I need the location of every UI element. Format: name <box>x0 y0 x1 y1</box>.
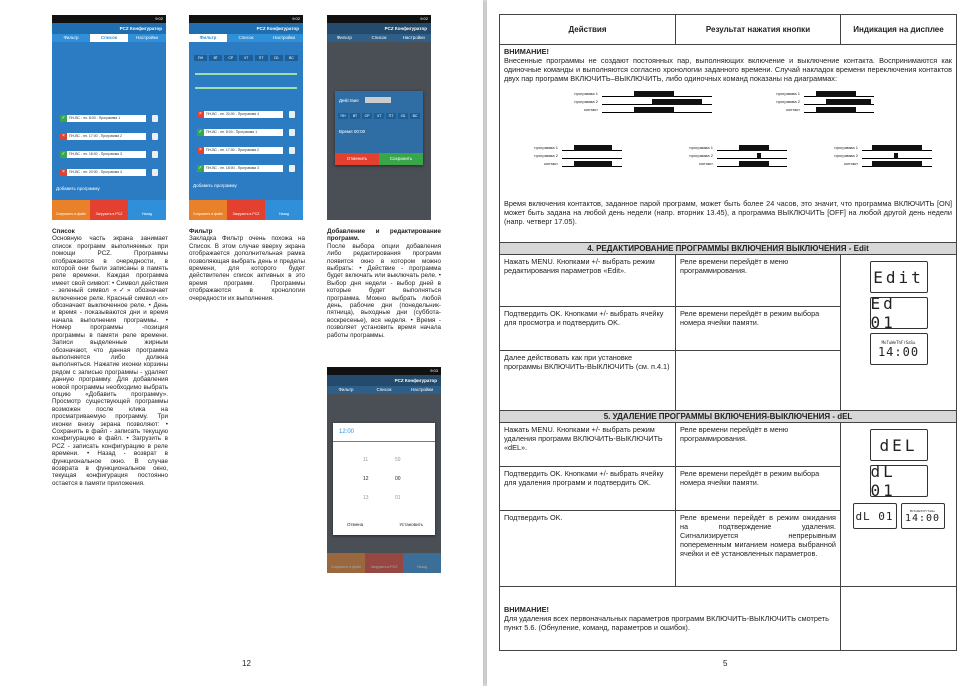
col-header-actions: Действия <box>500 15 676 45</box>
lcd-display: MoTuWeThFrSaSu 14:00 <box>901 503 945 529</box>
trash-icon[interactable] <box>289 111 295 118</box>
trash-icon[interactable] <box>152 151 158 158</box>
status-bar: 9:02 <box>52 15 166 23</box>
tab-list[interactable]: Список <box>371 35 387 40</box>
s5-action-1: Нажать MENU. Кнопками +/- выбрать режим удаления программ ВКЛЮЧИТЬ-ВЫКЛЮЧИТЬ «dEL». <box>500 423 676 467</box>
tab-filter[interactable]: Фильтр <box>338 387 354 392</box>
cancel-button[interactable]: Отменить <box>335 153 379 165</box>
tabs <box>189 34 303 42</box>
action-select[interactable] <box>365 97 391 103</box>
trash-icon[interactable] <box>152 169 158 176</box>
s4-display-cell <box>841 255 957 411</box>
right-page <box>487 0 970 686</box>
left-page <box>0 0 483 686</box>
warning-text: Внесенные программы не создают постоянных пар, выполняющих включение и выключение контакта. Воспринимаются как одиночные команды и выполняются согласно хронологии заданного времени. Случай накладок времени переключения контактов двух пар программ ВКЛЮЧИТЬ–ВЫКЛЮЧИТЬ, либо одиночных команд показаны на диаграммах: <box>504 56 952 83</box>
picker-cancel-button[interactable]: Отмена <box>347 522 364 527</box>
tab-list[interactable]: Список <box>376 387 392 392</box>
tab-settings[interactable]: Настройки <box>402 35 425 40</box>
warning-box <box>500 45 957 243</box>
time-label: Время 00:00 <box>339 129 366 134</box>
app-title: PCZ Конфигуратор <box>327 23 431 34</box>
program-row[interactable]: × ПН-ВС - пн. 20:00 - Программа 4 <box>60 169 146 176</box>
warning-text-2: Время включения контактов, заданное парой программ, может быть более 24 часов, это значит, что программа ВКЛЮЧИТЬ [ON] может быть задана на любой день недели (напр. вторник 13.45), а программа ВЫКЛЮЧИТЬ [OFF] на любой другой день недели (напр. четверг 17.05). <box>504 199 952 226</box>
check-icon: ✓ <box>198 129 203 135</box>
trash-icon[interactable] <box>152 115 158 122</box>
timing-diagram: программа 1 программа 2 контакт <box>524 145 674 195</box>
picker-set-button[interactable]: Установить <box>399 522 423 527</box>
s5-result-1: Реле времени перейдёт в меню программирования. <box>676 423 841 467</box>
time-picker-dialog: 12:00 11 59 12 00 13 01 Отмена Установить <box>333 423 435 535</box>
tab-filter[interactable]: Фильтр <box>189 34 227 42</box>
warning-text-3: Для удаления всех первоначальных параметров программ ВКЛЮЧИТЬ-ВЫКЛЮЧИТЬ смотреть пункт 5.6. (Обнуление, команд, параметров и ошибок). <box>504 614 829 632</box>
phone-edit-screen <box>327 15 431 220</box>
cross-icon: × <box>60 133 67 140</box>
lcd-blink-pair <box>845 501 952 531</box>
add-program-button[interactable]: Добавить программу <box>193 183 237 188</box>
s5-action-2: Подтвердить OK. Кнопками +/- выбрать ячейку для удаления программ и подтвердить OK. <box>500 467 676 511</box>
tab-settings[interactable]: Настройки <box>410 387 434 392</box>
tabs <box>52 34 166 42</box>
status-bar: 9:02 <box>327 15 431 23</box>
program-row[interactable]: ✓ ПН-ВС - пн. 8:00 - Программа 1 <box>197 129 283 136</box>
save-file-button[interactable]: Сохранить в файл <box>327 553 365 573</box>
tab-settings[interactable]: Настройки <box>135 35 159 40</box>
day-selector[interactable]: ПН ВТ СР ЧТ ПТ СБ ВС <box>193 55 299 61</box>
filter-description: Фильтр Закладка Фильтр очень похожа на Список. В этом случае вверху экрана отображается дополнительная рамка позволяющая выбрать день и пределы времени, для которого будет действителен список активных в это время программ. Программы отображаются в хронологии очередности их выполнения. <box>189 228 305 302</box>
s5-display-cell <box>841 423 957 587</box>
check-icon: ✓ <box>61 151 66 157</box>
list-description: Список Основную часть экрана занимает список программ выполняемых при помощи PCZ. Программы отображаются в очередности, в которой они были записаны в память реле времени. Каждая программа имеет свой символ: • Символ действия - зеленый символ «✓» обозначает включенное реле. Красный символ «х» обозначает выключенное реле. • День и время - показываются дни и время начала выполнения программы. • Номер программы -позиция программы в памяти реле времени. Записи выделенные жирным обозначают, что данная программа выполняется либо должна выполняться. Нажатие иконки корзины рядом с записью программы - удаляет данную программу. Для добавления новой программы необходимо выбрать опцию «Добавить программу». Просмотр существующей программы возможен после клика на просматриваемую программу. Три иконки внизу экрана позволяют: • Сохранить в файл - записать текущую конфигурацию в файл. • Загрузить в PCZ - записать конфигурацию в реле времени. • Назад - возврат в функциональное окно. В случае возврата в функциональное окно, текущая конфигурация постоянно остается в памяти приложения. <box>52 228 168 487</box>
tab-list[interactable]: Список <box>238 35 254 40</box>
app-title: PCZ Конфигуратор <box>327 375 441 386</box>
phone-time-picker-screen <box>327 367 441 573</box>
trash-icon[interactable] <box>289 129 295 136</box>
tabs <box>327 34 431 42</box>
day-selector[interactable]: ПН ВТ СР ЧТ ПТ СБ ВС <box>337 113 421 119</box>
check-icon: ✓ <box>61 115 66 121</box>
col-header-result: Результат нажатия кнопки <box>676 15 841 45</box>
cross-icon: × <box>197 111 204 118</box>
bottom-bar <box>189 200 303 220</box>
save-file-button[interactable]: Сохранить в файл <box>52 200 90 220</box>
timing-diagram: программа 1 программа 2 контакт <box>766 91 916 141</box>
tab-filter[interactable]: Фильтр <box>63 35 79 40</box>
col-header-display: Индикация на дисплее <box>841 15 957 45</box>
hour-wheel[interactable]: 12 <box>363 476 369 482</box>
trash-icon[interactable] <box>289 147 295 154</box>
program-row[interactable]: ✓ ПН-ВС - пн. 18:00 - Программа 3 <box>197 165 283 172</box>
timing-diagram: программа 1 программа 2 контакт <box>564 91 714 141</box>
timing-diagrams <box>504 83 952 199</box>
program-row[interactable]: × ПН-ВС - пн. 20:00 - Программа 4 <box>197 111 283 118</box>
program-row[interactable]: × ПН-ВС - пн. 17:00 - Программа 2 <box>60 133 146 140</box>
cross-icon: × <box>197 147 204 154</box>
warning-title-2: ВНИМАНИЕ! <box>504 605 549 614</box>
lcd-display: Edit <box>870 261 928 293</box>
s4-result-2: Реле времени перейдёт в режим выбора номера ячейки памяти. <box>676 307 841 351</box>
add-edit-description: Добавление и редактирование программ. После выбора опции добавления либо редактирования программ появится окно в котором можно выбрать: • Действие - программа будет включать или выключать реле. • Выбор дня недели - выбор дней в которые будет выполняться программа. Можно выбрать любой день, рабочие дни (понедельник-пятница), выходные дни (суббота-воскресенье), вся неделя. • Время - позволяет установить время начала работы программы. <box>327 228 441 339</box>
back-button[interactable]: Назад <box>265 200 303 220</box>
cross-icon: × <box>60 169 67 176</box>
trash-icon[interactable] <box>152 133 158 140</box>
action-label: Действие <box>339 98 359 103</box>
bottom-bar <box>52 200 166 220</box>
section-4-title: 4. РЕДАКТИРОВАНИЕ ПРОГРАММЫ ВКЛЮЧЕНИЯ ВЫКЛЮЧЕНИЯ - Edit <box>500 243 957 255</box>
timing-diagram: программа 1 программа 2 контакт <box>824 145 970 195</box>
lcd-display: MoTuWeThFrSaSu 14:00 <box>870 333 928 365</box>
s4-action-1: Нажать MENU. Кнопками +/- выбрать режим редактирования параметров «Edit». <box>500 255 676 307</box>
page-number: 5 <box>723 659 728 668</box>
timing-diagram: программа 1 программа 2 контакт <box>679 145 829 195</box>
back-button[interactable]: Назад <box>128 200 166 220</box>
s4-action-3: Далее действовать как при установке программы ВКЛЮЧИТЬ-ВЫКЛЮЧИТЬ (см. п.4.1) <box>500 351 676 411</box>
phone-filter-screen <box>189 15 303 220</box>
s4-result-1: Реле времени перейдёт в меню программирования. <box>676 255 841 307</box>
warning-title: ВНИМАНИЕ! <box>504 47 549 56</box>
program-row[interactable]: × ПН-ВС - пн. 17:00 - Программа 2 <box>197 147 283 154</box>
tabs <box>327 386 441 394</box>
warning-box-2 <box>500 587 841 651</box>
lcd-display: Ed 01 <box>870 297 928 329</box>
check-icon: ✓ <box>198 165 203 171</box>
picker-time: 12:00 <box>333 423 435 442</box>
s4-result-3 <box>676 351 841 411</box>
lcd-display: dEL <box>870 429 928 461</box>
trash-icon[interactable] <box>289 165 295 172</box>
status-bar: 9:02 <box>189 15 303 23</box>
tab-filter[interactable]: Фильтр <box>336 35 352 40</box>
lcd-display: dL 01 <box>870 465 928 497</box>
upload-pcz-button[interactable]: Загрузить в PCZ <box>365 553 403 573</box>
s5-result-3: Реле времени перейдёт в режим ожидания на подтверждение удаления. Сигнализируется непрерывным попеременным миганием номера выбранной ячейки и её установленных параметров. <box>676 511 841 587</box>
status-bar: 9:03 <box>327 367 441 375</box>
s4-action-2: Подтвердить OK. Кнопками +/- выбрать ячейку для просмотра и подтвердить OK. <box>500 307 676 351</box>
program-row[interactable]: ✓ ПН-ВС - пн. 18:00 - Программа 3 <box>60 151 146 158</box>
app-title: PCZ Конфигуратор <box>189 23 303 34</box>
tab-list[interactable]: Список <box>90 34 128 42</box>
save-button[interactable]: Сохранить <box>379 153 423 165</box>
edit-dialog <box>335 91 423 165</box>
program-row[interactable]: ✓ ПН-ВС - пн. 8:00 - Программа 1 <box>60 115 146 122</box>
app-title: PCZ Конфигуратор <box>52 23 166 34</box>
upload-pcz-button[interactable]: Загрузить в PCZ <box>227 200 265 220</box>
add-program-button[interactable]: Добавить программу <box>56 186 100 191</box>
tab-settings[interactable]: Настройки <box>272 35 296 40</box>
section-5-title: 5. УДАЛЕНИЕ ПРОГРАММЫ ВКЛЮЧЕНИЯ-ВЫКЛЮЧЕНИЯ - dEL <box>500 411 957 423</box>
instruction-table <box>499 14 957 651</box>
s5-result-2: Реле времени перейдёт в режим выбора номера ячейки памяти. <box>676 467 841 511</box>
phone-list-screen <box>52 15 166 220</box>
upload-pcz-button[interactable]: Загрузить в PCZ <box>90 200 128 220</box>
time-range-slider[interactable] <box>195 87 297 89</box>
lcd-display: dL 01 <box>853 503 897 529</box>
time-range-slider[interactable] <box>195 73 297 75</box>
back-button[interactable]: Назад <box>403 553 441 573</box>
save-file-button[interactable]: Сохранить в файл <box>189 200 227 220</box>
page-number: 12 <box>242 659 251 668</box>
bottom-bar <box>327 553 441 573</box>
s5-action-3: Подтвердить OK. <box>500 511 676 587</box>
minute-wheel[interactable]: 00 <box>395 476 401 482</box>
